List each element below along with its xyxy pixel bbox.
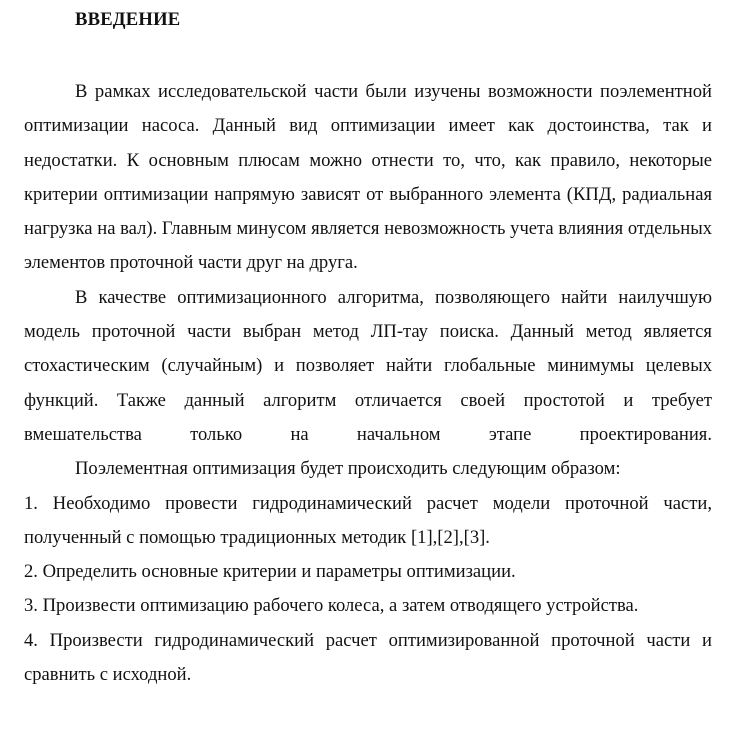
list-item-2: 2. Определить основные критерии и параметры оптимизации. bbox=[24, 561, 516, 583]
paragraph-procedure-intro: Поэлементная оптимизация будет происходить следующим образом: bbox=[75, 458, 621, 480]
document-body bbox=[24, 75, 712, 692]
list-item-3: 3. Произвести оптимизацию рабочего колеса, а затем отводящего устройства. bbox=[24, 595, 639, 617]
paragraph-algorithm: В качестве оптимизационного алгоритма, позволяющего найти наилучшую модель проточной части выбран метод ЛП-тау поиска. Данный метод является стохастическим (случайным) и позволяет найти глобальные минимумы целевых функций. Также данный алгоритм отличается своей простотой и требует вмешательства только на начальном этапе проектирования. bbox=[24, 286, 712, 445]
paragraph-intro: В рамках исследовательской части были изучены возможности поэлементной оптимизации насоса. Данный вид оптимизации имеет как достоинства, так и недостатки. К основным плюсам можно отнести то, что, как правило, некоторые критерии оптимизации напрямую зависят от выбранного элемента (КПД, радиальная нагрузка на вал). Главным минусом является невозможность учета влияния отдельных элементов проточной части друг на друга. bbox=[24, 81, 712, 274]
list-item-1: 1. Необходимо провести гидродинамический расчет модели проточной части, полученный с помощью традиционных методик [1],[2],[3]. bbox=[24, 492, 712, 548]
list-item-4: 4. Произвести гидродинамический расчет оптимизированной проточной части и сравнить с исходной. bbox=[24, 629, 712, 686]
document-heading: ВВЕДЕНИЕ bbox=[75, 9, 181, 30]
